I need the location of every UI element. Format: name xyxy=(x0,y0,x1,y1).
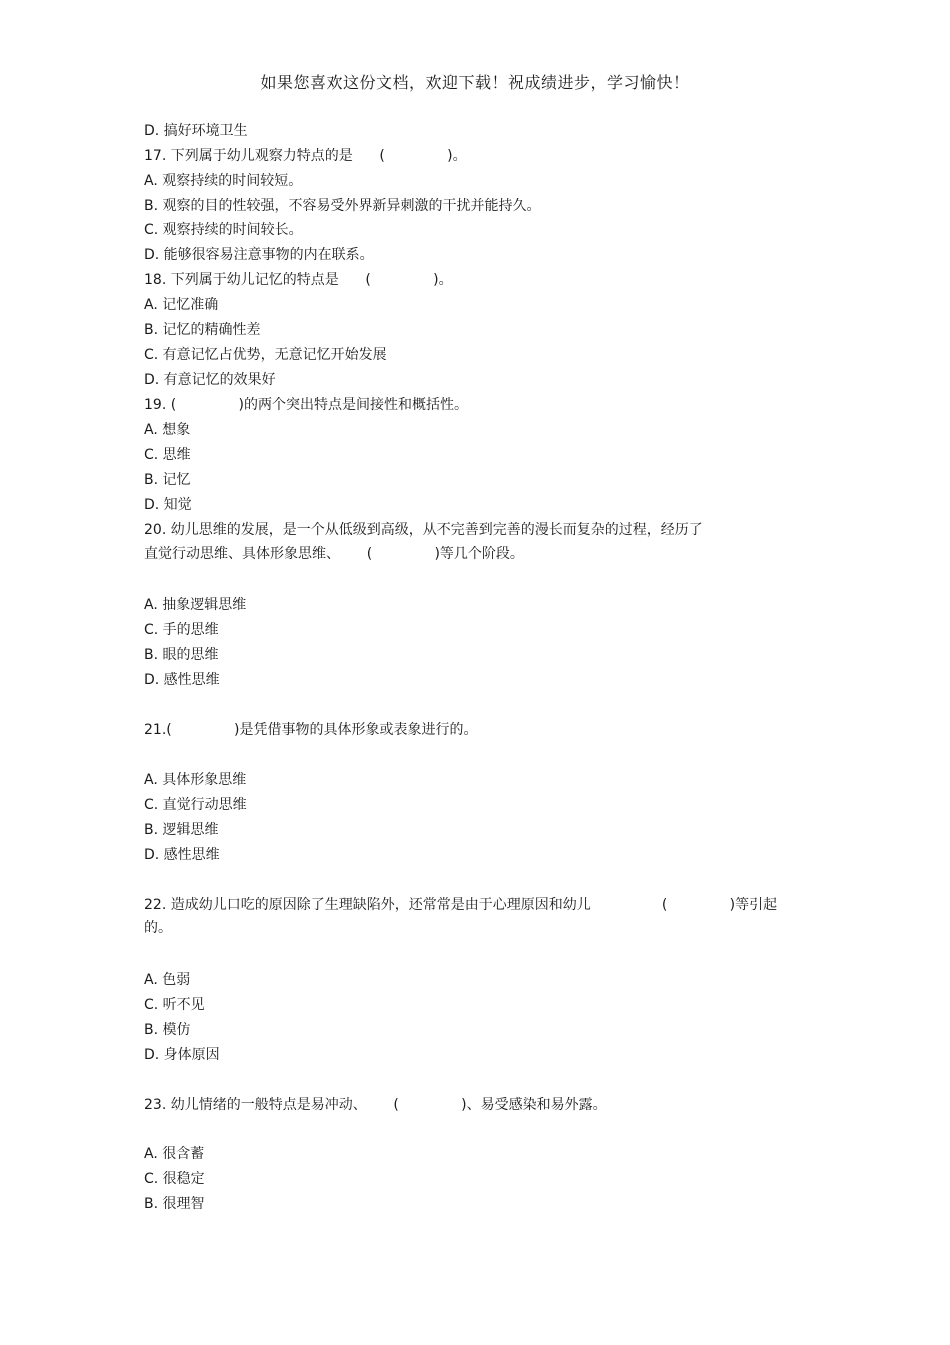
question-23: 23. 幼儿情绪的一般特点是易冲动、 ( )、易受感染和易外露。 xyxy=(144,1097,607,1113)
option-20-d: D. 感性思维 xyxy=(144,672,220,688)
option-20-b: B. 眼的思维 xyxy=(144,647,219,663)
option-17-a: A. 观察持续的时间较短。 xyxy=(144,173,303,189)
option-18-a: A. 记忆准确 xyxy=(144,297,219,313)
option-16-d: D. 搞好环境卫生 xyxy=(144,123,248,139)
question-18: 18. 下列属于幼儿记忆的特点是 ( )。 xyxy=(144,272,453,288)
option-18-d: D. 有意记忆的效果好 xyxy=(144,372,276,388)
option-19-b: B. 记忆 xyxy=(144,472,191,488)
question-20-line-2: 直觉行动思维、具体形象思维、 ( )等几个阶段。 xyxy=(144,546,524,562)
option-19-a: A. 想象 xyxy=(144,422,191,438)
option-23-b: B. 很理智 xyxy=(144,1196,205,1212)
option-20-c: C. 手的思维 xyxy=(144,622,219,638)
question-21: 21.( )是凭借事物的具体形象或表象进行的。 xyxy=(144,722,478,738)
option-23-a: A. 很含蓄 xyxy=(144,1146,205,1162)
option-20-a: A. 抽象逻辑思维 xyxy=(144,597,247,613)
option-17-b: B. 观察的目的性较强，不容易受外界新异刺激的干扰并能持久。 xyxy=(144,198,541,214)
option-21-b: B. 逻辑思维 xyxy=(144,822,219,838)
option-23-c: C. 很稳定 xyxy=(144,1171,205,1187)
option-21-c: C. 直觉行动思维 xyxy=(144,797,247,813)
option-19-c: C. 思维 xyxy=(144,447,191,463)
option-21-d: D. 感性思维 xyxy=(144,847,220,863)
option-22-b: B. 模仿 xyxy=(144,1022,191,1038)
question-22-line-2: 的。 xyxy=(144,920,172,936)
question-20-line-1: 20. 幼儿思维的发展，是一个从低级到高级，从不完善到完善的漫长而复杂的过程，经历了 xyxy=(144,522,703,538)
question-19: 19. ( )的两个突出特点是间接性和概括性。 xyxy=(144,397,468,413)
option-18-c: C. 有意记忆占优势，无意记忆开始发展 xyxy=(144,347,387,363)
option-17-c: C. 观察持续的时间较长。 xyxy=(144,222,303,238)
option-22-c: C. 听不见 xyxy=(144,997,205,1013)
page-header: 如果您喜欢这份文档，欢迎下载！祝成绩进步，学习愉快！ xyxy=(260,73,690,92)
option-22-d: D. 身体原因 xyxy=(144,1047,220,1063)
question-22-line-1: 22. 造成幼儿口吃的原因除了生理缺陷外，还常常是由于心理原因和幼儿 ( )等引起 xyxy=(144,897,778,913)
option-19-d: D. 知觉 xyxy=(144,497,192,513)
option-18-b: B. 记忆的精确性差 xyxy=(144,322,261,338)
option-17-d: D. 能够很容易注意事物的内在联系。 xyxy=(144,247,374,263)
option-22-a: A. 色弱 xyxy=(144,972,191,988)
question-17: 17. 下列属于幼儿观察力特点的是 ( )。 xyxy=(144,148,467,164)
option-21-a: A. 具体形象思维 xyxy=(144,772,247,788)
